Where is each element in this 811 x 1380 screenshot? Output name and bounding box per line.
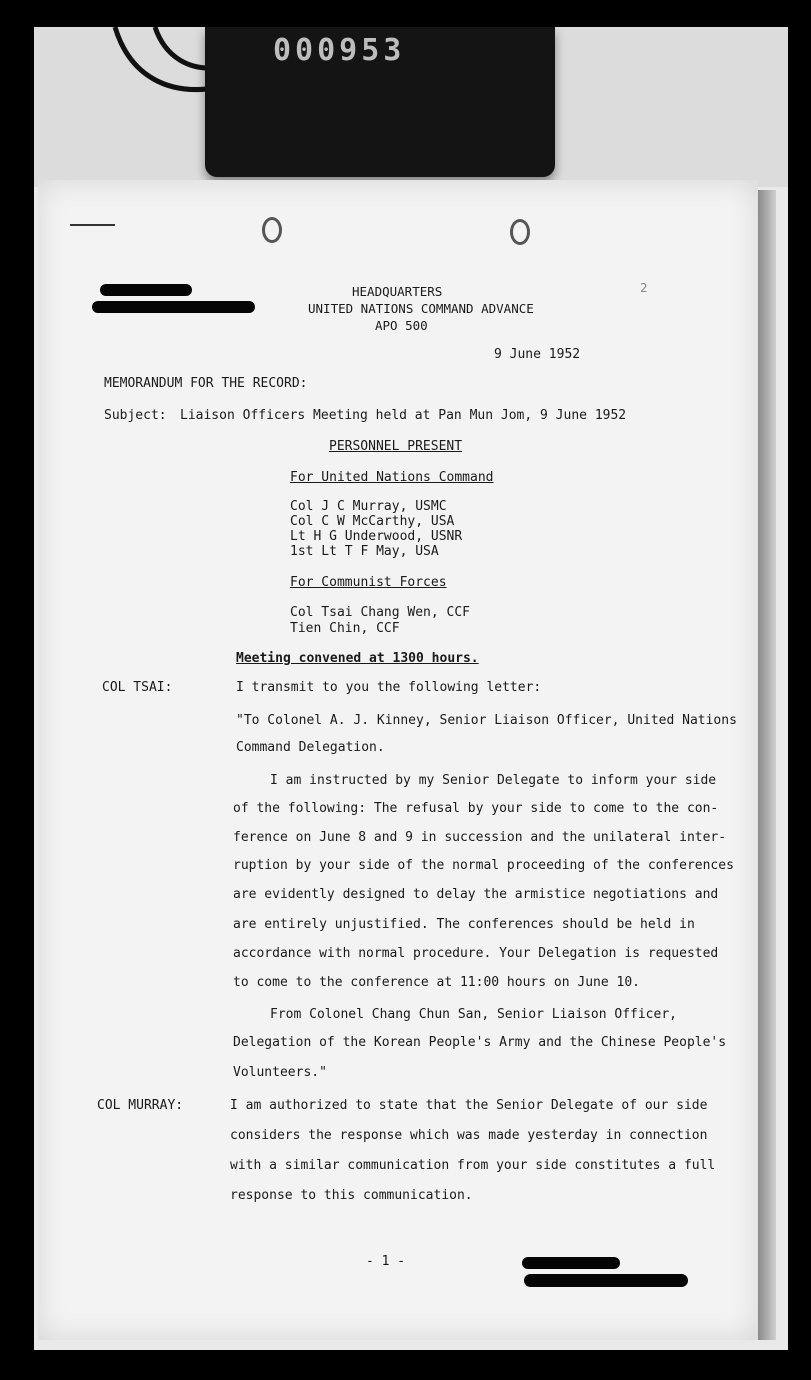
un-member: Col C W McCarthy, USA <box>290 514 455 529</box>
corner-mark <box>70 222 115 228</box>
redaction-bottom-1 <box>522 1257 620 1269</box>
redaction-top-1 <box>100 284 192 296</box>
meeting-convened: Meeting convened at 1300 hours. <box>236 651 479 666</box>
personnel-heading: PERSONNEL PRESENT <box>329 439 463 454</box>
murray-line: considers the response which was made yesterday in connection <box>230 1128 708 1143</box>
speaker-tsai: COL TSAI: <box>102 680 173 695</box>
punch-hole-right <box>510 219 530 245</box>
tsai-line: are entirely unjustified. The conferences should be held in <box>233 917 695 932</box>
tsai-line: Volunteers." <box>233 1065 327 1080</box>
murray-line: response to this communication. <box>230 1188 473 1203</box>
communist-member: Col Tsai Chang Wen, CCF <box>290 605 471 620</box>
tsai-line: ference on June 8 and 9 in succession and the unilateral inter- <box>233 830 727 845</box>
document-date: 9 June 1952 <box>494 347 581 362</box>
un-member: 1st Lt T F May, USA <box>290 544 439 559</box>
murray-line: with a similar communication from your side constitutes a full <box>230 1158 716 1173</box>
tsai-line: Command Delegation. <box>236 740 385 755</box>
tsai-line: I am instructed by my Senior Delegate to inform your side <box>270 773 717 788</box>
frame-counter <box>205 27 555 177</box>
tsai-line: From Colonel Chang Chun San, Senior Liaison Officer, <box>270 1007 677 1022</box>
un-member: Lt H G Underwood, USNR <box>290 529 463 544</box>
punch-hole-left <box>262 217 282 243</box>
page-number: - 1 - <box>366 1254 406 1269</box>
header-line3: APO 500 <box>375 318 428 333</box>
subject-text: Liaison Officers Meeting held at Pan Mun Jom, 9 June 1952 <box>180 408 627 423</box>
tsai-line: Delegation of the Korean People's Army and the Chinese People's <box>233 1035 727 1050</box>
redaction-bottom-2 <box>524 1274 688 1287</box>
header-line2: UNITED NATIONS COMMAND ADVANCE <box>308 301 534 316</box>
communist-member: Tien Chin, CCF <box>290 621 400 636</box>
tsai-line: to come to the conference at 11:00 hours on June 10. <box>233 975 640 990</box>
tsai-line: are evidently designed to delay the armistice negotiations and <box>233 887 719 902</box>
tsai-line: accordance with normal procedure. Your Delegation is requested <box>233 946 719 961</box>
redaction-top-2 <box>92 301 255 313</box>
un-heading: For United Nations Command <box>290 470 494 485</box>
speaker-murray: COL MURRAY: <box>97 1098 184 1113</box>
subject-label: Subject: <box>104 408 167 423</box>
counter-digits: 000953 <box>273 33 406 68</box>
tsai-line: "To Colonel A. J. Kinney, Senior Liaison Officer, United Nations <box>236 713 737 728</box>
tsai-line: I transmit to you the following letter: <box>236 680 542 695</box>
page-edge <box>758 190 776 1340</box>
un-member: Col J C Murray, USMC <box>290 499 447 514</box>
tsai-line: ruption by your side of the normal proceeding of the conferences <box>233 858 734 873</box>
memo-title: MEMORANDUM FOR THE RECORD: <box>104 376 308 391</box>
tsai-line: of the following: The refusal by your side to come to the con- <box>233 801 719 816</box>
murray-line: I am authorized to state that the Senior Delegate of our side <box>230 1098 708 1113</box>
page-marker: 2 <box>640 280 648 295</box>
header-line1: HEADQUARTERS <box>352 284 443 299</box>
communist-heading: For Communist Forces <box>290 575 447 590</box>
